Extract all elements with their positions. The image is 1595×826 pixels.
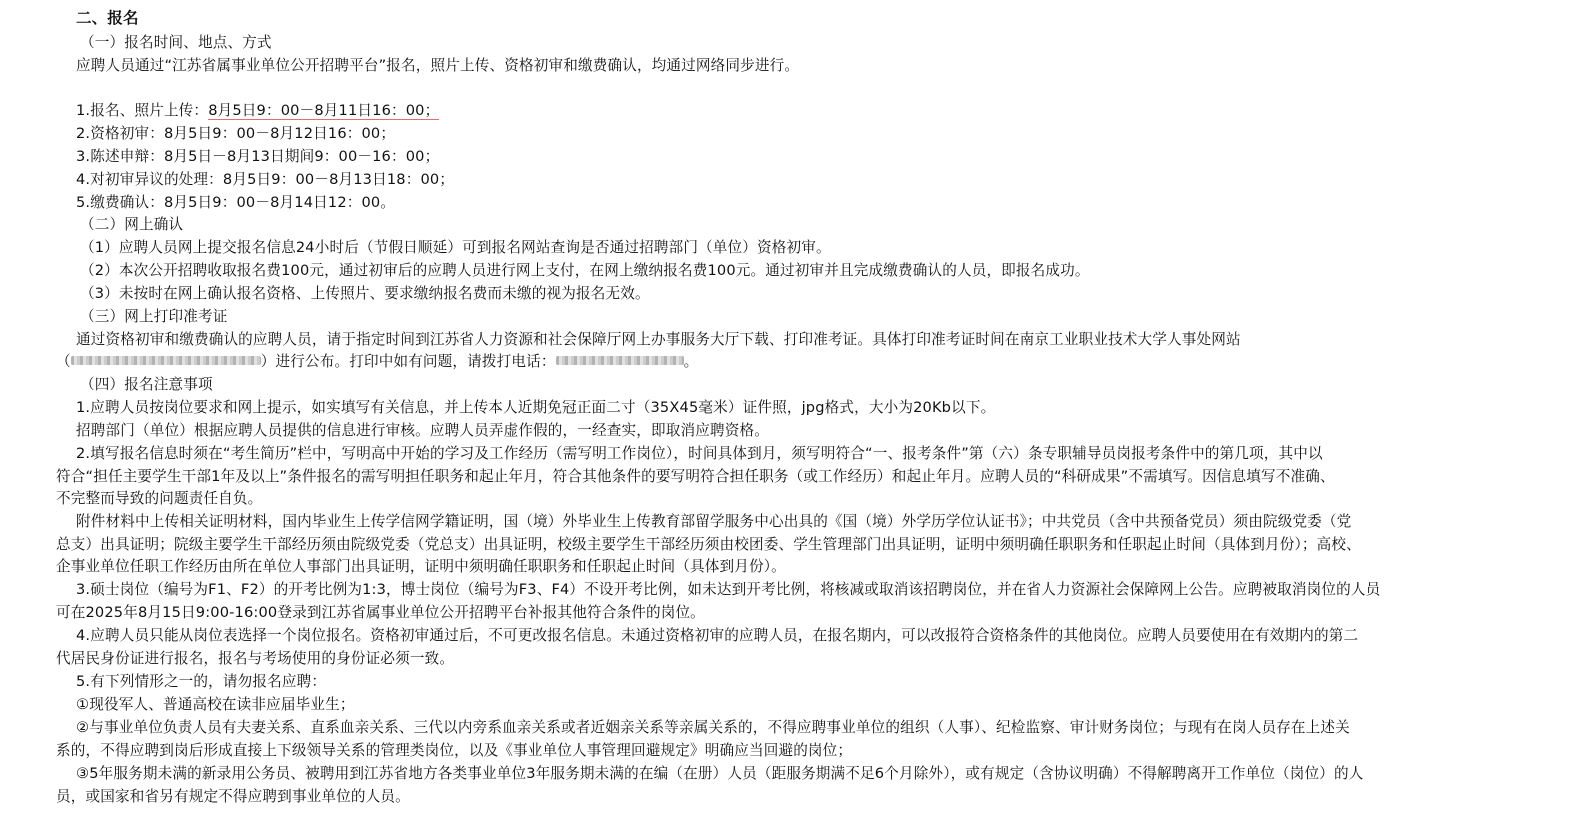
schedule-item-5: 5.缴费确认：8月5日9：00－8月14日12：00。: [76, 194, 396, 211]
notice-line: 总支）出具证明；院级主要学生干部经历须由院级党委（党总支）出具证明，校级主要学生干部经历须由校团委、学生管理部门出具证明，证明中须明确任职职务和任职起止时间（具体到月份）；高校、: [56, 536, 1361, 553]
paragraph-online-confirm-2: （2）本次公开招聘收取报名费100元，通过初审后的应聘人员进行网上支付，在网上缴纳报名费100元。通过初审并且完成缴费确认的人员，即报名成功。: [80, 262, 1090, 279]
notice-line: ③5年服务期未满的新录用公务员、被聘用到江苏省地方各类事业单位3年服务期未满的在编（在册）人员（距服务期满不足6个月除外），或有规定（含协议明确）不得解聘离开工作单位（岗位）的人: [76, 765, 1364, 782]
notice-line: 1.应聘人员按岗位要求和网上提示，如实填写有关信息，并上传本人近期免冠正面二寸（35X45毫米）证件照，jpg格式，大小为20Kb以下。: [76, 399, 996, 416]
notice-line: 附件材料中上传相关证明材料，国内毕业生上传学信网学籍证明，国（境）外毕业生上传教育部留学服务中心出具的《国（境）外学历学位认证书》；中共党员（含中共预备党员）须由院级党委（党: [76, 513, 1352, 530]
notice-line: 2.填写报名信息时须在“考生简历”栏中，写明高中开始的学习及工作经历（需写明工作岗位），时间具体到月，须写明符合“一、报考条件”第（六）条专职辅导员岗报考条件中的第几项，其中以: [76, 445, 1323, 462]
notice-line: 4.应聘人员只能从岗位表选择一个岗位报名。资格初审通过后，不可更改报名信息。未通过资格初审的应聘人员，在报名期内，可以改报符合资格条件的其他岗位。应聘人员要使用在有效期内的第二: [76, 627, 1359, 644]
notice-line: 企事业单位任职工作经历由所在单位人事部门出具证明，证明中须明确任职职务和任职起止时间（具体到月份）。: [56, 558, 786, 575]
paragraph-admission-ticket-cont: [56, 352, 698, 372]
website-paren-open: （: [56, 353, 71, 370]
publish-and-phone-text: ）进行公布。打印中如有问题，请拨打电话：: [260, 353, 556, 370]
subsection-heading-4: （四）报名注意事项: [80, 376, 213, 393]
notice-line: 5.有下列情形之一的，请勿报名应聘：: [76, 673, 327, 690]
notice-line: ①现役军人、普通高校在读非应届毕业生；: [76, 696, 355, 713]
notice-line: 可在2025年8月15日9:00-16:00登录到江苏省属事业单位公开招聘平台补报其他符合条件的岗位。: [56, 604, 705, 621]
schedule-item-1-time: 8月5日9：00－8月11日16：00；: [208, 102, 440, 119]
schedule-item-1: [76, 101, 439, 121]
section-title: 二、报名: [76, 9, 139, 27]
redacted-phone-number: [556, 356, 684, 365]
notice-line: 员，或国家和省另有规定不得应聘到事业单位的人员。: [56, 788, 410, 805]
notice-line: 符合“担任主要学生干部1年及以上”条件报名的需写明担任职务和起止年月，符合其他条件的要写明符合担任职务（或工作经历）和起止年月。应聘人员的“科研成果”不需填写。因信息填写不准确、: [56, 468, 1335, 485]
notice-line: 3.硕士岗位（编号为F1、F2）的开考比例为1:3，博士岗位（编号为F3、F4）不设开考比例，如未达到开考比例，将核减或取消该招聘岗位，并在省人力资源社会保障网上公告。应聘被取消岗位的人员: [76, 581, 1381, 598]
sentence-end: 。: [683, 353, 699, 370]
schedule-item-1-label: 1.报名、照片上传：: [76, 102, 209, 119]
schedule-item-4: 4.对初审异议的处理：8月5日9：00－8月13日18：00；: [76, 171, 455, 188]
paragraph-admission-ticket: 通过资格初审和缴费确认的应聘人员，请于指定时间到江苏省人力资源和社会保障厅网上办事服务大厅下载、打印准考证。具体打印准考证时间在南京工业职业技术大学人事处网站: [76, 331, 1241, 348]
subsection-heading-2: （二）网上确认: [80, 216, 184, 233]
paragraph-online-confirm-1: （1）应聘人员网上提交报名信息24小时后（节假日顺延）可到报名网站查询是否通过招聘部门（单位）资格初审。: [80, 239, 831, 256]
paragraph-online-confirm-3: （3）未按时在网上确认报名资格、上传照片、要求缴纳报名费而未缴的视为报名无效。: [80, 285, 650, 302]
subsection-heading-3: （三）网上打印准考证: [80, 308, 228, 325]
redacted-website-url: [71, 356, 261, 365]
notice-line: 不完整而导致的问题责任自负。: [56, 490, 263, 507]
notice-line: 代居民身份证进行报名，报名与考场使用的身份证必须一致。: [56, 650, 455, 667]
schedule-item-2: 2.资格初审：8月5日9：00－8月12日16：00；: [76, 125, 396, 142]
notice-line: ②与事业单位负责人员有夫妻关系、直系血亲关系、三代以内旁系血亲关系或者近姻亲关系等亲属关系的，不得应聘事业单位的组织（人事）、纪检监察、审计财务岗位；与现有在岗人员存在上述关: [76, 719, 1350, 736]
subsection-heading-1: （一）报名时间、地点、方式: [80, 34, 272, 51]
paragraph-registration-intro: 应聘人员通过“江苏省属事业单位公开招聘平台”报名，照片上传、资格初审和缴费确认，均通过网络同步进行。: [76, 57, 800, 74]
notice-line: 招聘部门（单位）根据应聘人员提供的信息进行审核。应聘人员弄虚作假的，一经查实，即取消应聘资格。: [76, 422, 769, 439]
schedule-item-3: 3.陈述申辩：8月5日－8月13日期间9：00－16：00；: [76, 148, 440, 165]
notice-line: 系的，不得应聘到岗后形成直接上下级领导关系的管理类岗位，以及《事业单位人事管理回避规定》明确应当回避的岗位；: [56, 742, 853, 759]
